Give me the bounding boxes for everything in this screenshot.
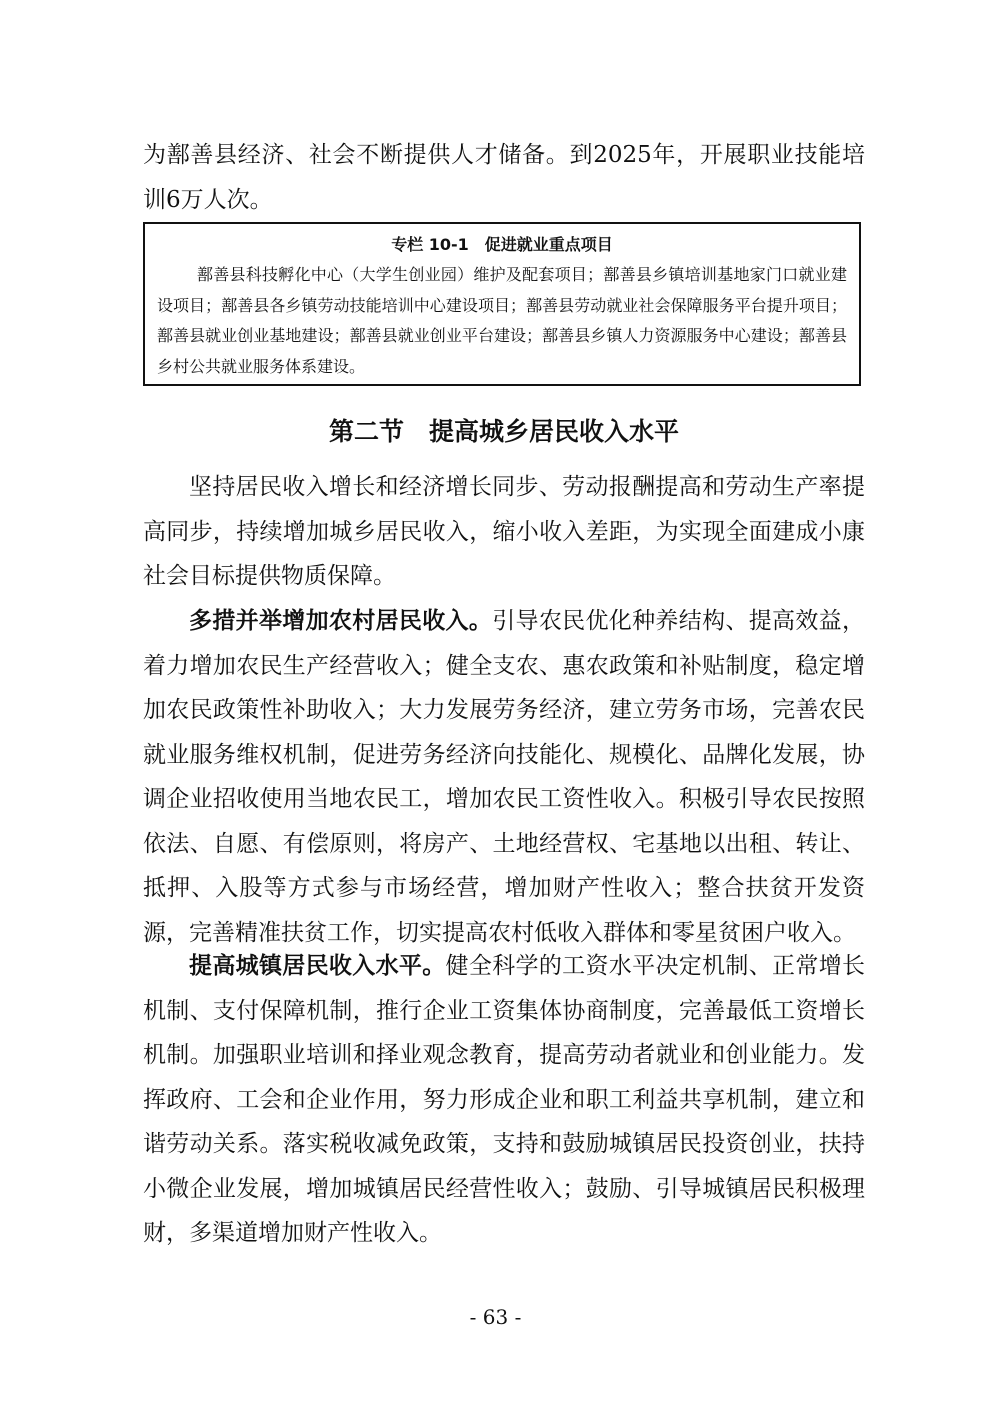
urban-income-lead: 提高城镇居民收入水平。 bbox=[189, 953, 446, 979]
section-intro-paragraph: 坚持居民收入增长和经济增长同步、劳动报酬提高和劳动生产率提高同步，持续增加城乡居民收入，缩小收入差距，为实现全面建成小康社会目标提供物质保障。 bbox=[143, 474, 865, 589]
page-number: - 63 - bbox=[469, 1305, 522, 1329]
project-box bbox=[143, 222, 861, 386]
rural-income-text: 引导农民优化种养结构、提高效益，着力增加农民生产经营收入；健全支农、惠农政策和补贴制度，稳定增加农民政策性补助收入；大力发展劳务经济，建立劳务市场，完善农民就业服务维权机制，促进劳务经济向技能化、规模化、品牌化发展，协调企业招收使用当地农民工，增加农民工资性收入。积极引导农民按照依法、自愿、有偿原则，将房产、土地经营权、宅基地以出租、转让、抵押、入股等方式参与市场经营，增加财产性收入；整合扶贫开发资源，完善精准扶贫工作，切实提高农村低收入群体和零星贫困户收入。 bbox=[143, 608, 866, 946]
rural-income-lead: 多措并举增加农村居民收入。 bbox=[189, 608, 493, 634]
project-box-title: 专栏 10-1 促进就业重点项目 bbox=[391, 235, 613, 254]
project-box-body: 鄯善县科技孵化中心（大学生创业园）维护及配套项目；鄯善县乡镇培训基地家门口就业建设项目；鄯善县各乡镇劳动技能培训中心建设项目；鄯善县劳动就业社会保障服务平台提升项目；鄯善县就业创业基地建设；鄯善县就业创业平台建设；鄯善县乡镇人力资源服务中心建设；鄯善县乡村公共就业服务体系建设。 bbox=[157, 265, 847, 376]
urban-income-paragraph bbox=[143, 944, 865, 1256]
rural-income-paragraph bbox=[143, 599, 865, 955]
continuation-paragraph: 为鄯善县经济、社会不断提供人才储备。到2025年，开展职业技能培训6万人次。 bbox=[143, 142, 865, 213]
section-heading: 第二节 提高城乡居民收入水平 bbox=[328, 417, 679, 446]
urban-income-text: 健全科学的工资水平决定机制、正常增长机制、支付保障机制，推行企业工资集体协商制度，完善最低工资增长机制。加强职业培训和择业观念教育，提高劳动者就业和创业能力。发挥政府、工会和企业作用，努力形成企业和职工利益共享机制，建立和谐劳动关系。落实税收减免政策，支持和鼓励城镇居民投资创业，扶持小微企业发展，增加城镇居民经营性收入；鼓励、引导城镇居民积极理财，多渠道增加财产性收入。 bbox=[143, 953, 866, 1246]
